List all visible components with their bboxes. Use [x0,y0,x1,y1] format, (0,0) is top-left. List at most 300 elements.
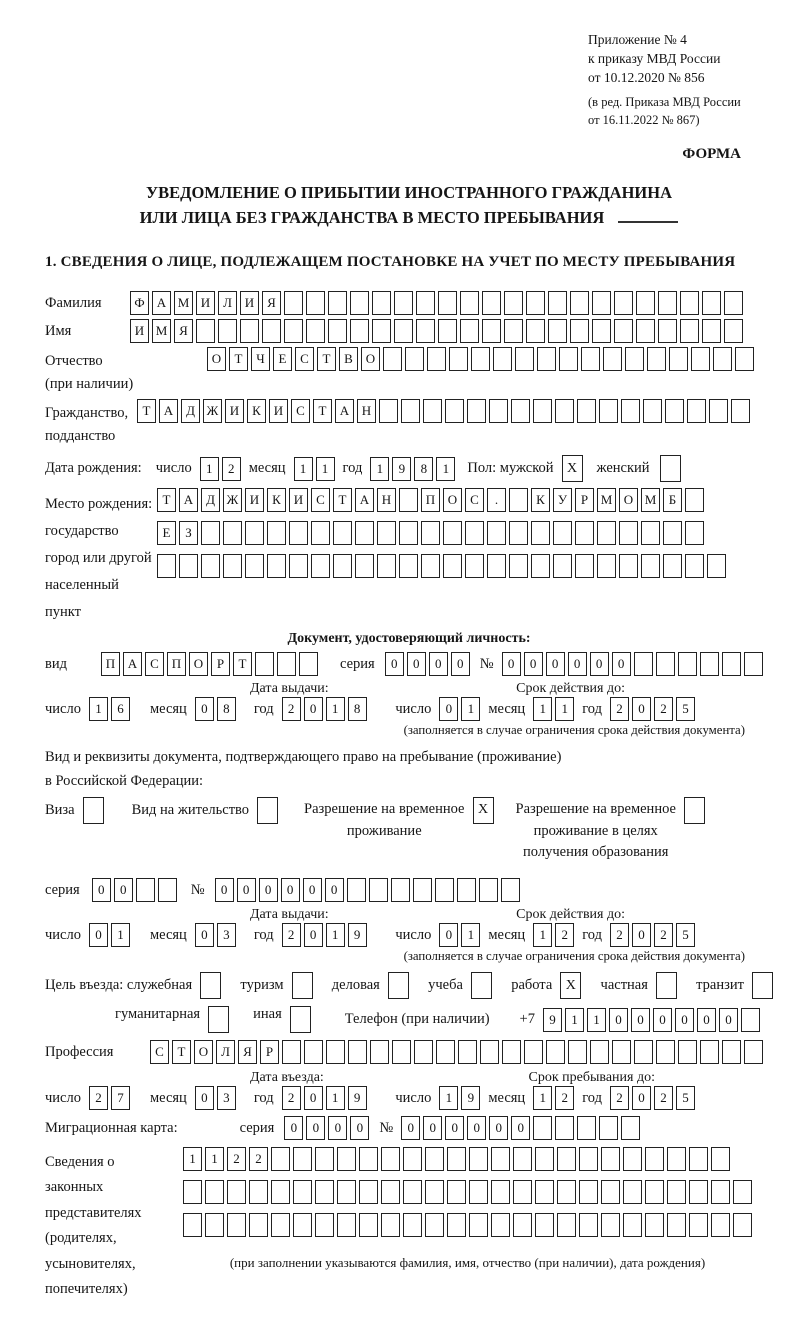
char-box[interactable] [733,1213,752,1237]
char-box[interactable]: Р [211,652,230,676]
char-box[interactable]: 0 [304,1086,323,1110]
char-box[interactable] [603,347,622,371]
char-box[interactable] [249,1180,268,1204]
char-box[interactable] [526,291,545,315]
char-box[interactable]: С [145,652,164,676]
char-box[interactable]: 2 [282,697,301,721]
char-box[interactable] [553,554,572,578]
char-box[interactable]: X [473,797,494,824]
char-box[interactable]: У [553,488,572,512]
char-box[interactable] [328,319,347,343]
char-box[interactable] [183,1180,202,1204]
char-box[interactable]: Е [273,347,292,371]
char-box[interactable] [271,1213,290,1237]
char-box[interactable] [447,1180,466,1204]
char-box[interactable] [350,319,369,343]
char-box[interactable] [667,1147,686,1171]
char-box[interactable] [592,291,611,315]
char-box[interactable] [157,554,176,578]
char-box[interactable] [501,878,520,902]
char-box[interactable]: . [487,488,506,512]
char-box[interactable] [158,878,177,902]
char-box[interactable]: З [179,521,198,545]
char-box[interactable] [557,1180,576,1204]
char-box[interactable] [394,291,413,315]
char-box[interactable] [401,399,420,423]
char-box[interactable] [669,347,688,371]
char-box[interactable]: Т [333,488,352,512]
char-box[interactable]: 1 [533,1086,552,1110]
char-box[interactable] [399,488,418,512]
char-box[interactable]: Н [357,399,376,423]
char-box[interactable] [623,1180,642,1204]
char-box[interactable]: Б [663,488,682,512]
char-box[interactable] [744,652,763,676]
char-box[interactable] [678,652,697,676]
char-box[interactable] [480,1040,499,1064]
char-box[interactable] [623,1213,642,1237]
char-box[interactable]: Ж [203,399,222,423]
char-box[interactable]: 0 [653,1008,672,1032]
char-box[interactable] [306,319,325,343]
char-box[interactable] [601,1180,620,1204]
char-box[interactable]: 1 [587,1008,606,1032]
char-box[interactable] [425,1213,444,1237]
char-box[interactable]: 0 [524,652,543,676]
char-box[interactable] [752,972,773,999]
char-box[interactable] [577,1116,596,1140]
char-box[interactable] [311,554,330,578]
char-box[interactable] [614,319,633,343]
char-box[interactable]: 1 [461,923,480,947]
char-box[interactable] [645,1180,664,1204]
char-box[interactable]: 0 [632,1086,651,1110]
char-box[interactable]: 8 [414,457,433,481]
char-box[interactable] [702,319,721,343]
char-box[interactable]: М [174,291,193,315]
char-box[interactable] [619,554,638,578]
char-box[interactable] [590,1040,609,1064]
char-box[interactable]: 0 [489,1116,508,1140]
char-box[interactable]: 2 [610,923,629,947]
char-box[interactable] [205,1180,224,1204]
char-box[interactable]: 0 [306,1116,325,1140]
char-box[interactable]: О [619,488,638,512]
char-box[interactable] [447,1147,466,1171]
char-box[interactable] [394,319,413,343]
char-box[interactable] [733,1180,752,1204]
char-box[interactable] [555,399,574,423]
char-box[interactable] [575,554,594,578]
char-box[interactable] [245,554,264,578]
char-box[interactable]: 2 [654,923,673,947]
char-box[interactable] [568,1040,587,1064]
char-box[interactable] [377,554,396,578]
char-box[interactable] [369,878,388,902]
char-box[interactable] [438,291,457,315]
char-box[interactable] [350,291,369,315]
char-box[interactable]: 0 [114,878,133,902]
char-box[interactable] [315,1147,334,1171]
char-box[interactable]: Т [229,347,248,371]
char-box[interactable] [623,1147,642,1171]
char-box[interactable]: 0 [445,1116,464,1140]
char-box[interactable]: Е [157,521,176,545]
char-box[interactable]: Ч [251,347,270,371]
char-box[interactable]: Т [317,347,336,371]
char-box[interactable] [570,291,589,315]
char-box[interactable] [724,319,743,343]
char-box[interactable]: 0 [632,697,651,721]
char-box[interactable]: 1 [89,697,108,721]
char-box[interactable] [479,878,498,902]
char-box[interactable]: 1 [111,923,130,947]
char-box[interactable]: 0 [609,1008,628,1032]
char-box[interactable] [581,347,600,371]
char-box[interactable] [722,652,741,676]
char-box[interactable] [391,878,410,902]
char-box[interactable] [515,347,534,371]
char-box[interactable] [722,1040,741,1064]
char-box[interactable] [257,797,278,824]
char-box[interactable]: Ж [223,488,242,512]
char-box[interactable] [460,291,479,315]
char-box[interactable]: 0 [439,923,458,947]
char-box[interactable]: 1 [326,697,345,721]
char-box[interactable] [702,291,721,315]
char-box[interactable] [513,1213,532,1237]
char-box[interactable] [284,291,303,315]
char-box[interactable]: Д [201,488,220,512]
char-box[interactable] [700,652,719,676]
char-box[interactable]: 1 [555,697,574,721]
char-box[interactable]: 2 [227,1147,246,1171]
char-box[interactable]: П [101,652,120,676]
char-box[interactable] [634,652,653,676]
char-box[interactable] [201,521,220,545]
char-box[interactable]: 9 [348,923,367,947]
char-box[interactable] [315,1180,334,1204]
char-box[interactable] [421,521,440,545]
char-box[interactable]: 5 [676,697,695,721]
char-box[interactable] [700,1040,719,1064]
char-box[interactable]: 0 [719,1008,738,1032]
char-box[interactable] [487,521,506,545]
char-box[interactable]: 0 [304,923,323,947]
char-box[interactable]: А [335,399,354,423]
char-box[interactable]: К [247,399,266,423]
char-box[interactable] [218,319,237,343]
char-box[interactable] [713,347,732,371]
char-box[interactable]: Л [218,291,237,315]
char-box[interactable] [196,319,215,343]
char-box[interactable] [240,319,259,343]
char-box[interactable]: Ф [130,291,149,315]
char-box[interactable]: 3 [217,1086,236,1110]
char-box[interactable] [741,1008,760,1032]
char-box[interactable] [735,347,754,371]
char-box[interactable]: Р [575,488,594,512]
char-box[interactable] [449,347,468,371]
char-box[interactable]: 2 [555,1086,574,1110]
char-box[interactable] [656,972,677,999]
char-box[interactable] [436,1040,455,1064]
char-box[interactable] [687,399,706,423]
char-box[interactable]: П [421,488,440,512]
char-box[interactable] [711,1213,730,1237]
char-box[interactable]: 0 [612,652,631,676]
char-box[interactable] [601,1147,620,1171]
char-box[interactable] [665,399,684,423]
char-box[interactable]: 2 [610,697,629,721]
char-box[interactable]: 2 [555,923,574,947]
char-box[interactable] [299,652,318,676]
char-box[interactable]: И [245,488,264,512]
char-box[interactable] [403,1147,422,1171]
char-box[interactable] [709,399,728,423]
char-box[interactable] [685,521,704,545]
char-box[interactable] [392,1040,411,1064]
char-box[interactable] [744,1040,763,1064]
char-box[interactable]: 1 [461,697,480,721]
char-box[interactable]: 0 [304,697,323,721]
char-box[interactable] [416,319,435,343]
char-box[interactable]: Т [157,488,176,512]
char-box[interactable]: И [240,291,259,315]
char-box[interactable]: 0 [546,652,565,676]
char-box[interactable] [469,1180,488,1204]
char-box[interactable]: 1 [370,457,389,481]
char-box[interactable] [504,291,523,315]
char-box[interactable] [271,1180,290,1204]
char-box[interactable] [405,347,424,371]
char-box[interactable] [347,878,366,902]
char-box[interactable]: 0 [328,1116,347,1140]
char-box[interactable] [612,1040,631,1064]
char-box[interactable] [372,291,391,315]
char-box[interactable]: 1 [316,457,335,481]
char-box[interactable]: К [267,488,286,512]
char-box[interactable] [311,521,330,545]
char-box[interactable] [403,1180,422,1204]
char-box[interactable]: 0 [451,652,470,676]
char-box[interactable] [636,291,655,315]
char-box[interactable] [379,399,398,423]
char-box[interactable] [427,347,446,371]
char-box[interactable] [577,399,596,423]
char-box[interactable] [423,399,442,423]
char-box[interactable]: Я [174,319,193,343]
char-box[interactable] [293,1147,312,1171]
char-box[interactable]: С [291,399,310,423]
char-box[interactable] [535,1180,554,1204]
char-box[interactable] [579,1180,598,1204]
char-box[interactable]: 0 [590,652,609,676]
char-box[interactable]: 1 [533,923,552,947]
char-box[interactable]: М [152,319,171,343]
char-box[interactable] [491,1213,510,1237]
char-box[interactable] [471,347,490,371]
char-box[interactable]: 0 [284,1116,303,1140]
char-box[interactable] [645,1147,664,1171]
char-box[interactable] [465,521,484,545]
char-box[interactable]: 9 [392,457,411,481]
char-box[interactable]: 1 [205,1147,224,1171]
char-box[interactable] [372,319,391,343]
char-box[interactable] [658,319,677,343]
char-box[interactable] [575,521,594,545]
char-box[interactable] [205,1213,224,1237]
char-box[interactable] [678,1040,697,1064]
char-box[interactable] [647,347,666,371]
char-box[interactable]: О [443,488,462,512]
char-box[interactable] [255,652,274,676]
char-box[interactable]: 9 [543,1008,562,1032]
char-box[interactable] [621,399,640,423]
char-box[interactable] [641,554,660,578]
char-box[interactable] [533,1116,552,1140]
char-box[interactable]: 0 [502,652,521,676]
char-box[interactable]: 1 [294,457,313,481]
char-box[interactable] [509,554,528,578]
char-box[interactable]: 0 [215,878,234,902]
char-box[interactable] [293,1213,312,1237]
char-box[interactable] [471,972,492,999]
char-box[interactable]: 0 [385,652,404,676]
char-box[interactable] [262,319,281,343]
char-box[interactable] [359,1147,378,1171]
char-box[interactable]: С [150,1040,169,1064]
char-box[interactable]: 1 [326,1086,345,1110]
char-box[interactable]: 9 [461,1086,480,1110]
char-box[interactable] [370,1040,389,1064]
char-box[interactable]: С [311,488,330,512]
char-box[interactable] [337,1180,356,1204]
char-box[interactable] [555,1116,574,1140]
char-box[interactable] [348,1040,367,1064]
char-box[interactable] [599,399,618,423]
char-box[interactable]: 1 [183,1147,202,1171]
char-box[interactable] [579,1213,598,1237]
char-box[interactable] [403,1213,422,1237]
char-box[interactable] [667,1180,686,1204]
char-box[interactable]: 8 [348,697,367,721]
char-box[interactable] [292,972,313,999]
char-box[interactable] [227,1213,246,1237]
char-box[interactable]: 1 [533,697,552,721]
char-box[interactable] [421,554,440,578]
char-box[interactable] [227,1180,246,1204]
char-box[interactable] [570,319,589,343]
char-box[interactable]: 0 [237,878,256,902]
char-box[interactable] [724,291,743,315]
char-box[interactable]: Я [238,1040,257,1064]
char-box[interactable] [557,1147,576,1171]
char-box[interactable]: 0 [281,878,300,902]
char-box[interactable] [667,1213,686,1237]
char-box[interactable] [509,488,528,512]
char-box[interactable]: 0 [511,1116,530,1140]
char-box[interactable]: 0 [195,1086,214,1110]
char-box[interactable]: 8 [217,697,236,721]
char-box[interactable] [689,1213,708,1237]
char-box[interactable] [179,554,198,578]
char-box[interactable] [531,554,550,578]
char-box[interactable]: Т [313,399,332,423]
char-box[interactable]: Я [262,291,281,315]
char-box[interactable]: 2 [654,1086,673,1110]
char-box[interactable] [597,554,616,578]
char-box[interactable]: В [339,347,358,371]
char-box[interactable] [592,319,611,343]
char-box[interactable] [460,319,479,343]
char-box[interactable]: 0 [303,878,322,902]
char-box[interactable]: 0 [259,878,278,902]
char-box[interactable]: И [269,399,288,423]
char-box[interactable]: А [159,399,178,423]
char-box[interactable]: 0 [631,1008,650,1032]
char-box[interactable] [524,1040,543,1064]
char-box[interactable] [388,972,409,999]
char-box[interactable]: 3 [217,923,236,947]
char-box[interactable] [489,399,508,423]
char-box[interactable] [208,1006,229,1033]
char-box[interactable] [399,554,418,578]
char-box[interactable]: 0 [89,923,108,947]
char-box[interactable] [425,1147,444,1171]
char-box[interactable] [413,878,432,902]
char-box[interactable]: 2 [654,697,673,721]
char-box[interactable]: 0 [697,1008,716,1032]
char-box[interactable] [493,347,512,371]
char-box[interactable]: 0 [429,652,448,676]
char-box[interactable]: 1 [200,457,219,481]
char-box[interactable]: 5 [676,923,695,947]
char-box[interactable] [435,878,454,902]
char-box[interactable] [293,1180,312,1204]
char-box[interactable] [277,652,296,676]
char-box[interactable] [548,319,567,343]
char-box[interactable]: А [179,488,198,512]
char-box[interactable] [685,554,704,578]
char-box[interactable] [445,399,464,423]
char-box[interactable]: Т [172,1040,191,1064]
char-box[interactable]: X [560,972,581,999]
char-box[interactable] [636,319,655,343]
char-box[interactable]: Д [181,399,200,423]
char-box[interactable]: С [465,488,484,512]
char-box[interactable] [136,878,155,902]
char-box[interactable] [711,1147,730,1171]
char-box[interactable] [200,972,221,999]
char-box[interactable]: А [355,488,374,512]
char-box[interactable] [599,1116,618,1140]
char-box[interactable]: П [167,652,186,676]
char-box[interactable]: О [194,1040,213,1064]
char-box[interactable] [457,878,476,902]
char-box[interactable]: 2 [282,1086,301,1110]
char-box[interactable] [282,1040,301,1064]
char-box[interactable] [414,1040,433,1064]
char-box[interactable]: 0 [675,1008,694,1032]
char-box[interactable] [359,1180,378,1204]
char-box[interactable] [656,652,675,676]
char-box[interactable] [267,554,286,578]
char-box[interactable]: 0 [325,878,344,902]
char-box[interactable]: Р [260,1040,279,1064]
char-box[interactable]: О [207,347,226,371]
char-box[interactable]: 0 [467,1116,486,1140]
